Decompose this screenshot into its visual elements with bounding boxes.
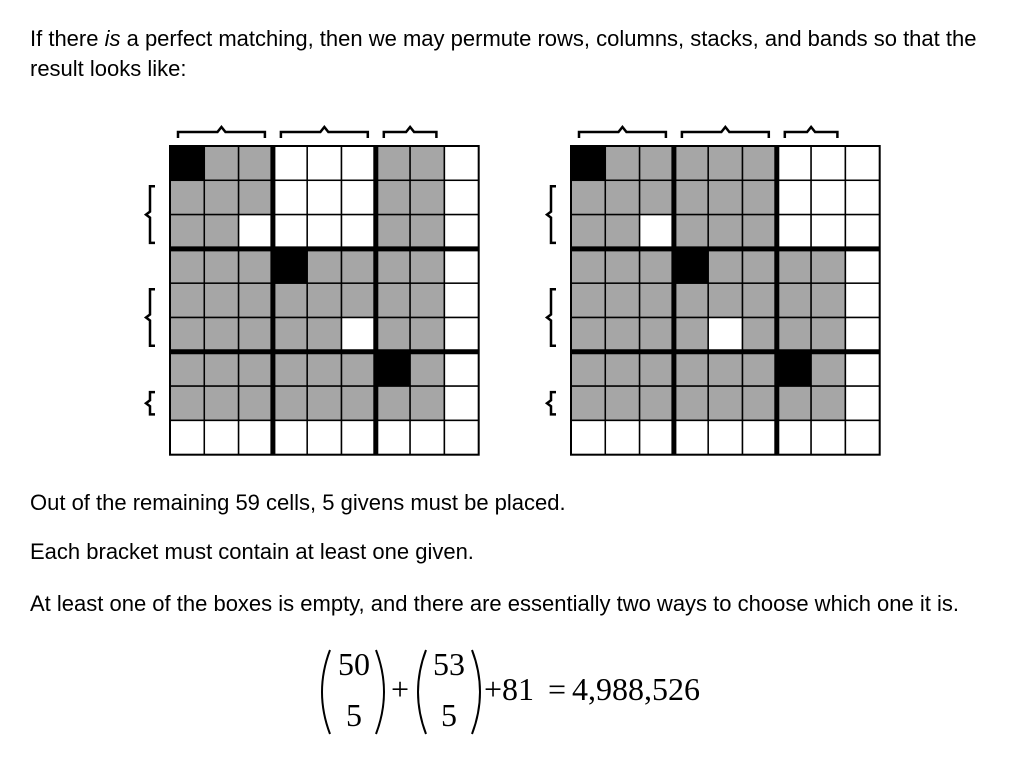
grid-cell (640, 420, 674, 454)
equals-sign: = (548, 671, 567, 707)
grid-cell (743, 386, 777, 420)
remaining-cells-text: Out of the remaining 59 cells, 5 givens must be placed. (30, 490, 566, 515)
grid-cell (307, 215, 341, 249)
binom1-right-paren (376, 650, 384, 734)
grid-cell (845, 352, 879, 386)
grid-cell (273, 249, 307, 283)
grid-cell (674, 352, 708, 386)
row-bracket (547, 289, 556, 346)
grid-cell (811, 180, 845, 214)
grid-cell (640, 215, 674, 249)
grid-cell (307, 180, 341, 214)
grid-cell (743, 249, 777, 283)
grid-cell (170, 420, 204, 454)
grid-cell (410, 215, 444, 249)
grid-cell (342, 283, 376, 317)
grid-cell (444, 420, 478, 454)
column-bracket (682, 127, 769, 138)
grid-cell (845, 146, 879, 180)
grid-cell (845, 180, 879, 214)
grid-cell (845, 283, 879, 317)
grid-cell (777, 215, 811, 249)
grid-cell (239, 146, 273, 180)
column-bracket (384, 127, 437, 138)
grid-cell (674, 283, 708, 317)
grid-cell (845, 215, 879, 249)
grid-cell (204, 420, 238, 454)
grid-cell (307, 146, 341, 180)
grid-cell (376, 180, 410, 214)
column-bracket (785, 127, 838, 138)
grid-cell (743, 283, 777, 317)
column-bracket (178, 127, 265, 138)
count-formula (316, 642, 736, 742)
plus-sign: + (390, 671, 410, 707)
grid-cell (342, 318, 376, 352)
column-bracket (579, 127, 666, 138)
grid-cell (674, 318, 708, 352)
grid-cell (674, 180, 708, 214)
grid-cell (307, 318, 341, 352)
grid-cell (845, 249, 879, 283)
grid-cell (571, 420, 605, 454)
grid-cell (170, 386, 204, 420)
grid-cell (640, 283, 674, 317)
row-bracket (146, 186, 155, 243)
grid-cell (640, 386, 674, 420)
grid-cell (571, 386, 605, 420)
grid-cell (743, 420, 777, 454)
grid-cell (708, 386, 742, 420)
grid-cell (170, 215, 204, 249)
grid-cell (640, 318, 674, 352)
grid-cell (811, 249, 845, 283)
row-bracket (547, 392, 556, 414)
grid-cell (204, 283, 238, 317)
grid-cell (708, 215, 742, 249)
grid-cell (204, 180, 238, 214)
grid-cell (239, 215, 273, 249)
grid-cell (605, 352, 639, 386)
grid-cell (743, 352, 777, 386)
intro-text-end: a perfect matching, then we may permute rows, columns, stacks, and bands so that the result looks like: (30, 26, 977, 81)
grid-cell (170, 283, 204, 317)
grid-cell (743, 146, 777, 180)
grid-cell (444, 249, 478, 283)
grid-cell (273, 420, 307, 454)
grid-cell (307, 386, 341, 420)
grid-cell (777, 420, 811, 454)
grid-cell (342, 180, 376, 214)
grid-cell (674, 386, 708, 420)
formula-tail: +81 (484, 671, 535, 707)
grid-cell (777, 386, 811, 420)
row-bracket (547, 186, 556, 243)
grid-cell (444, 352, 478, 386)
grid-cell (605, 283, 639, 317)
binom1-top: 50 (338, 646, 370, 682)
grid-cell (743, 180, 777, 214)
grid-cell (273, 215, 307, 249)
grid-cell (410, 283, 444, 317)
grid-cell (444, 283, 478, 317)
grid-cell (605, 420, 639, 454)
grid-cell (239, 283, 273, 317)
grid-cell (376, 318, 410, 352)
grid-cell (674, 420, 708, 454)
grid-cell (605, 146, 639, 180)
grid-cell (708, 318, 742, 352)
grid-cell (571, 352, 605, 386)
column-bracket (281, 127, 368, 138)
grid-cell (640, 146, 674, 180)
intro-text-start: If there (30, 26, 105, 51)
grid-cell (444, 146, 478, 180)
grid-cell (170, 146, 204, 180)
grid-cell (273, 180, 307, 214)
grid-cell (204, 352, 238, 386)
grid-cell (708, 420, 742, 454)
intro-emphasis: is (104, 26, 121, 51)
grid-cell (640, 180, 674, 214)
row-bracket (146, 289, 155, 346)
grid-cell (342, 386, 376, 420)
grid-cell (376, 386, 410, 420)
grid-cell (674, 215, 708, 249)
grid-cell (708, 283, 742, 317)
grid-cell (777, 146, 811, 180)
grid-cell (674, 146, 708, 180)
grid-cell (605, 386, 639, 420)
grid-cell (342, 146, 376, 180)
grid-cell (708, 180, 742, 214)
grid-cell (273, 318, 307, 352)
grid-cell (674, 249, 708, 283)
grid-cell (811, 352, 845, 386)
formula-result: 4,988,526 (572, 671, 700, 707)
grid-cell (170, 352, 204, 386)
grid-cell (743, 318, 777, 352)
grid-cell (204, 146, 238, 180)
grid-cell (307, 420, 341, 454)
grid-cell (708, 146, 742, 180)
empty-box-text: At least one of the boxes is empty, and there are essentially two ways to choose which one it is. (30, 591, 959, 616)
grid-cell (376, 352, 410, 386)
grid-cell (811, 215, 845, 249)
grid-cell (640, 352, 674, 386)
grid-cell (571, 146, 605, 180)
grid-cell (342, 249, 376, 283)
grid-cell (605, 180, 639, 214)
grid-cell (845, 420, 879, 454)
grid-cell (811, 386, 845, 420)
grid-cell (444, 386, 478, 420)
grid-cell (307, 283, 341, 317)
bracket-rule-text: Each bracket must contain at least one given. (30, 539, 474, 564)
grid-cell (444, 215, 478, 249)
grid-cell (605, 249, 639, 283)
grid-cell (410, 352, 444, 386)
grid-cell (410, 420, 444, 454)
grid-cell (571, 318, 605, 352)
grid-cell (444, 318, 478, 352)
grid-cell (811, 146, 845, 180)
grid-cell (273, 386, 307, 420)
grid-cell (777, 318, 811, 352)
binom2-right-paren (472, 650, 480, 734)
grid-cell (743, 215, 777, 249)
grid-cell (640, 249, 674, 283)
grid-cell (376, 420, 410, 454)
grid-cell (410, 386, 444, 420)
grid-cell (239, 386, 273, 420)
grid-cell (239, 180, 273, 214)
grid-cell (811, 420, 845, 454)
grid-cell (239, 318, 273, 352)
row-bracket (146, 392, 155, 414)
grid-cell (777, 283, 811, 317)
binom2-left-paren (418, 650, 426, 734)
grid-cell (571, 249, 605, 283)
grid-cell (273, 352, 307, 386)
grid-cell (708, 352, 742, 386)
grid-cell (342, 420, 376, 454)
grid-cell (571, 180, 605, 214)
grid-cell (605, 215, 639, 249)
grid-cell (170, 249, 204, 283)
grid-cell (777, 352, 811, 386)
grid-cell (204, 386, 238, 420)
grid-cell (376, 283, 410, 317)
grid-cell (811, 318, 845, 352)
grid-cell (811, 283, 845, 317)
grid-cell (444, 180, 478, 214)
grid-cell (342, 215, 376, 249)
grid-cell (376, 215, 410, 249)
grid-cell (307, 352, 341, 386)
grid-cell (204, 318, 238, 352)
grid-cell (605, 318, 639, 352)
binom1-bottom: 5 (346, 697, 362, 733)
grid-cell (571, 215, 605, 249)
grid-cell (845, 386, 879, 420)
grid-cell (204, 215, 238, 249)
grid-cell (170, 180, 204, 214)
binom2-top: 53 (433, 646, 465, 682)
grid-cell (410, 318, 444, 352)
grid-cell (410, 180, 444, 214)
grid-cell (273, 283, 307, 317)
grid-cell (204, 249, 238, 283)
grid-cell (571, 283, 605, 317)
grid-cell (170, 318, 204, 352)
grid-cell (777, 249, 811, 283)
grid-cell (376, 249, 410, 283)
grid-cell (410, 146, 444, 180)
grid-cell (410, 249, 444, 283)
grid-cell (708, 249, 742, 283)
grid-cell (239, 352, 273, 386)
grid-cell (376, 146, 410, 180)
grid-cell (777, 180, 811, 214)
binom1-left-paren (322, 650, 330, 734)
binom2-bottom: 5 (441, 697, 457, 733)
grid-cell (239, 249, 273, 283)
grid-cell (239, 420, 273, 454)
grid-cell (273, 146, 307, 180)
grid-cell (845, 318, 879, 352)
grid-cell (342, 352, 376, 386)
grid-cell (307, 249, 341, 283)
